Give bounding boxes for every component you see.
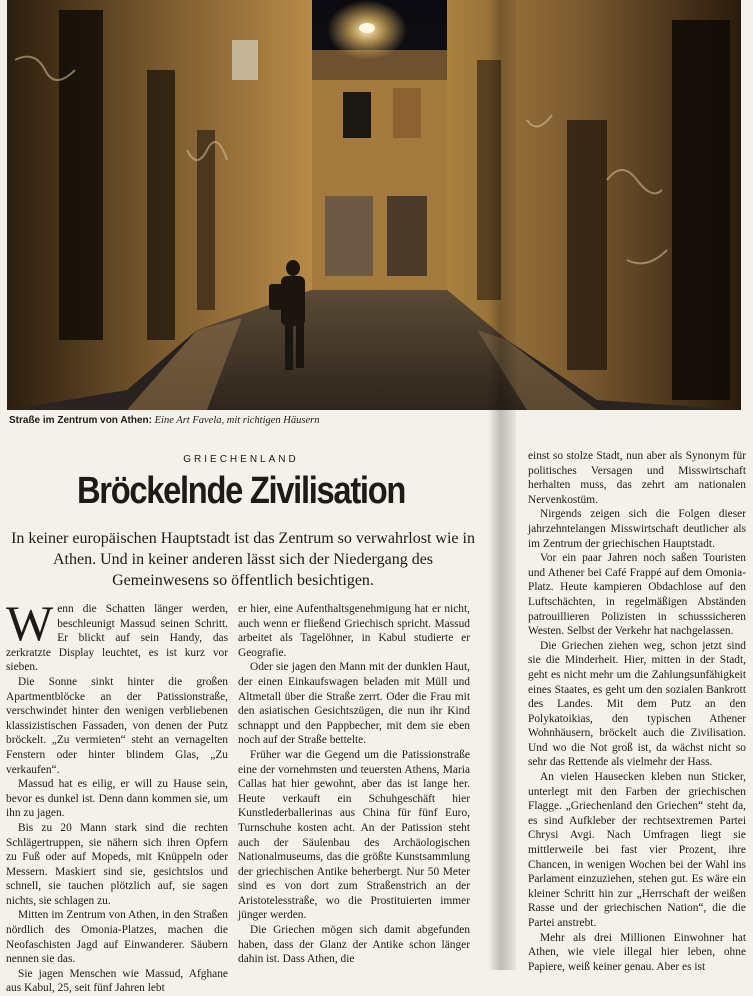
body-column-1	[6, 595, 228, 996]
article-teaser: In keiner europäischen Hauptstadt ist das Zentrum so verwahrlost wie in Athen. Und in keiner anderen lässt sich der Niedergang des Gemeinwesens so öffentlich besichtigen.	[11, 530, 475, 589]
paragraph: Die Griechen ziehen weg, schon jetzt sind sie die Minderheit. Hier, mitten in der Stadt, geht es nicht mehr um die Zahlungsunfähigkeit eines Staates, es geht um den sozialen Bankrott des Landes. Mit dem Putz an den Polykatoikias, den typischen Athener Wohnhäusern, bröckelt auch die Zivilisation. Und wo die Not groß ist, da wächst nicht so sehr das Rettende als vielmehr der Hass.	[528, 639, 746, 769]
section-kicker: GRIECHENLAND	[183, 454, 299, 465]
paragraph: Früher war die Gegend um die Patissionstraße eine der vornehmsten und teuersten Athens, Maria Callas hat hier gewohnt, aber das ist lange her. Heute verkauft ein Schuhgeschäft hier Kunstlederballerinas aus China für fünf Euro, Turnschuhe kosten acht. An der Patission steht auch der Säulenbau des Archäologischen Nationalmuseums, das die größte Kunstsammlung der griechischen Antike beherbergt. Nur 50 Meter sind es von dort zum Straßenstrich an der Aristotelesstraße, wo die Prostituierten immer jünger werden.	[238, 748, 470, 922]
alley-at-night-image	[7, 0, 741, 410]
drop-cap: W	[6, 595, 54, 651]
paragraph: Bis zu 20 Mann stark sind die rechten Schlägertruppen, sie nähern sich ihren Opfern zu Fuß oder auf Mopeds, mit Knüppeln oder Messern. Maskiert sind sie, gesichtslos und schnell, sie tauchen plötzlich auf, sie sagen nichts, sie schlagen zu.	[6, 821, 228, 907]
paragraph: Sie jagen Menschen wie Massud, Afghane aus Kabul, 25, seit fünf Jahren lebt	[6, 967, 228, 995]
paragraph: Massud hat es eilig, er will zu Hause sein, bevor es dunkel ist. Denn dann kommen sie, um ihn zu jagen.	[6, 778, 228, 820]
street-photo	[7, 0, 741, 410]
paragraph: Oder sie jagen den Mann mit der dunklen Haut, der einen Einkaufswagen beladen mit Müll und Altmetall über die Straße zerrt. Oder die Frau mit den asiatischen Gesichtszügen, die nun ihr Kind schnappt und den Pappbecher, mit dem sie eben noch auf der Straße bettelte.	[238, 661, 470, 747]
paragraph: Wenn die Schatten länger werden, beschleunigt Massud seinen Schritt. Er blickt auf sein Handy, das zerkratzte Display leuchtet, es ist kurz vor sieben.	[6, 595, 228, 674]
paragraph: Die Griechen mögen sich damit abgefunden haben, dass der Glanz der Antike schon länger dahin ist. Dass Athen, die	[238, 924, 470, 966]
paragraph: Vor ein paar Jahren noch saßen Touristen und Athener bei Café Frappé auf dem Omonia-Platz. Heute kampieren Obdachlose auf den Luftschächten, in regelmäßigen Abständen patrouillieren Polizisten in schusssicheren Westen. Selbst der Verkehr hat nachgelassen.	[528, 552, 746, 638]
paragraph: Mitten im Zentrum von Athen, in den Straßen nördlich des Omonia-Platzes, machen die Neofaschisten Jagd auf Einwanderer. Säubern nennen sie das.	[6, 909, 228, 966]
article-headline: Bröckelnde Zivilisation	[76, 470, 406, 512]
body-column-3	[528, 449, 746, 974]
paragraph: Die Sonne sinkt hinter die großen Apartmentblöcke an der Patissionstraße, verschwindet hinter den wenigen verbliebenen klassizistischen Fassaden, von denen der Putz bröckelt. „Zu vermieten“ steht an vernagelten Fenstern oder hinter blindem Glas, „Zu verkaufen“.	[6, 675, 228, 776]
paragraph: Nirgends zeigen sich die Folgen dieser jahrzehntelangen Misswirtschaft deutlicher als im Zentrum der griechischen Hauptstadt.	[528, 508, 746, 550]
body-column-2	[238, 602, 470, 967]
paragraph: Mehr als drei Millionen Einwohner hat Athen, wie viele illegal hier leben, ohne Papiere, weiß keiner genau. Aber es ist	[528, 931, 746, 973]
paragraph: einst so stolze Stadt, nun aber als Synonym für politisches Versagen und Misswirtschaft herhalten muss, das zehrt am nationalen Nervenkostüm.	[528, 450, 746, 506]
caption-rest: Eine Art Favela, mit richtigen Häusern	[151, 415, 320, 426]
photo-caption	[9, 414, 489, 428]
caption-lead: Straße im Zentrum von Athen:	[9, 415, 152, 426]
paragraph: An vielen Hausecken kleben nun Sticker, unterlegt mit den Farben der griechischen Flagge. „Griechenland den Griechen“ steht da, es sind Aufkleber der rechtsextremen Partei Chrysi Avgi. Nach Umfragen liegt sie mittlerweile bei fast vier Prozent, ihre Chancen, in wenigen Wochen bei der Wahl ins Parlament einzuziehen, stehen gut. Es wäre ein kleiner Schritt hin zur „Herrschaft der weißen Rasse und der griechischen Nation“, die die Partei anstrebt.	[528, 771, 746, 929]
paragraph: er hier, eine Aufenthaltsgenehmigung hat er nicht, auch wenn er fließend Griechisch spricht. Massud arbeitet als Tagelöhner, in Kabul studierte er Geografie.	[238, 603, 470, 659]
